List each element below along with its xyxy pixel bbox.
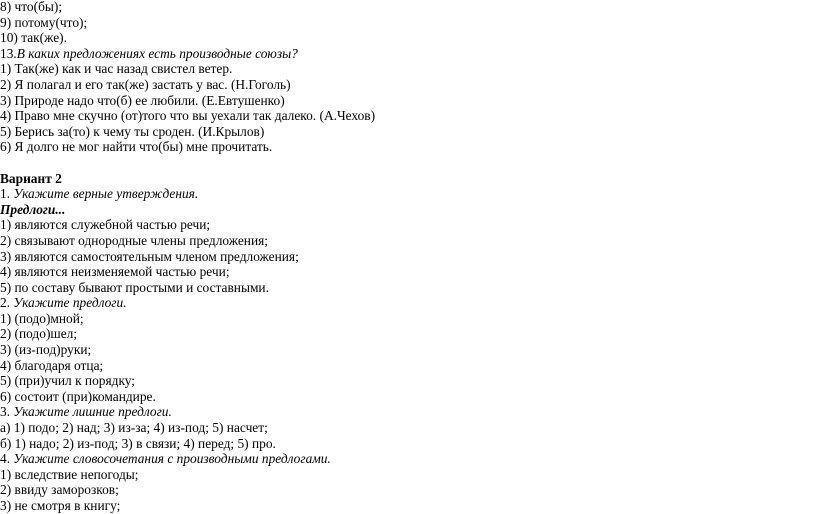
question-1-heading [0, 186, 816, 202]
answer-option: 5) (при)учил к порядку; [0, 373, 136, 389]
answer-option: б) 1) надо; 2) из-под; 3) в связи; 4) перед; 5) про. [0, 435, 276, 451]
answer-option: 2) ввиду заморозков; [0, 482, 119, 498]
spacer [0, 155, 816, 171]
question-number: 3. [0, 404, 11, 420]
answer-option: 3) Природе надо что(б) ее любили. (Е.Евтушенко) [0, 92, 285, 108]
question-13-heading [0, 46, 816, 62]
question-number: 2. [0, 295, 11, 311]
question-number: 13. [0, 45, 17, 61]
answer-option: 4) благодаря отца; [0, 357, 104, 373]
answer-option: а) 1) подо; 2) над; 3) из-за; 4) из-под; 5) насчет; [0, 420, 268, 436]
answer-option: 3) (из-под)руки; [0, 342, 92, 358]
answer-option: 2) (подо)шел; [0, 326, 78, 342]
question-prompt: В каких предложениях есть производные союзы? [16, 45, 298, 61]
answer-option: 3) являются самостоятельным членом предложения; [0, 248, 299, 264]
answer-option: 4) являются неизменяемой частью речи; [0, 264, 230, 280]
question-prompt: Укажите верные утверждения. [13, 186, 199, 202]
list-item: 9) потому(что); [0, 14, 88, 30]
answer-option: 1) вследствие непогоды; [0, 466, 139, 482]
question-number: 1. [0, 186, 11, 202]
answer-option: 2) связывают однородные члены предложения; [0, 232, 268, 248]
answer-option: 2) Я полагал и его так(же) застать у вас. (Н.Гоголь) [0, 76, 291, 92]
answer-option: 6) состоит (при)командире. [0, 388, 156, 404]
question-subject: Предлоги... [0, 201, 66, 217]
list-item: 8) что(бы); [0, 0, 63, 14]
answer-option: 1) (подо)мной; [0, 310, 84, 326]
answer-option: 1) Так(же) как и час назад свистел ветер. [0, 61, 233, 77]
answer-option: 5) по составу бывают простыми и составными. [0, 279, 269, 295]
answer-option: 6) Я долго не мог найти что(бы) мне прочитать. [0, 139, 273, 155]
question-4-heading [0, 451, 816, 467]
answer-option: 5) Берись за(то) к чему ты сроден. (И.Крылов) [0, 123, 265, 139]
question-prompt: Укажите лишние предлоги. [13, 404, 172, 420]
question-number: 4. [0, 451, 11, 467]
variant-title: Вариант 2 [0, 170, 62, 186]
answer-option: 4) Право мне скучно (от)того что вы уехали так далеко. (А.Чехов) [0, 108, 376, 124]
answer-option: 3) не смотря в книгу; [0, 498, 121, 513]
list-item: 10) так(же). [0, 30, 67, 46]
question-2-heading [0, 295, 816, 311]
question-prompt: Укажите словосочетания с производными предлогами. [13, 451, 331, 467]
question-prompt: Укажите предлоги. [13, 295, 127, 311]
answer-option: 1) являются служебной частью речи; [0, 217, 211, 233]
question-3-heading [0, 404, 816, 420]
